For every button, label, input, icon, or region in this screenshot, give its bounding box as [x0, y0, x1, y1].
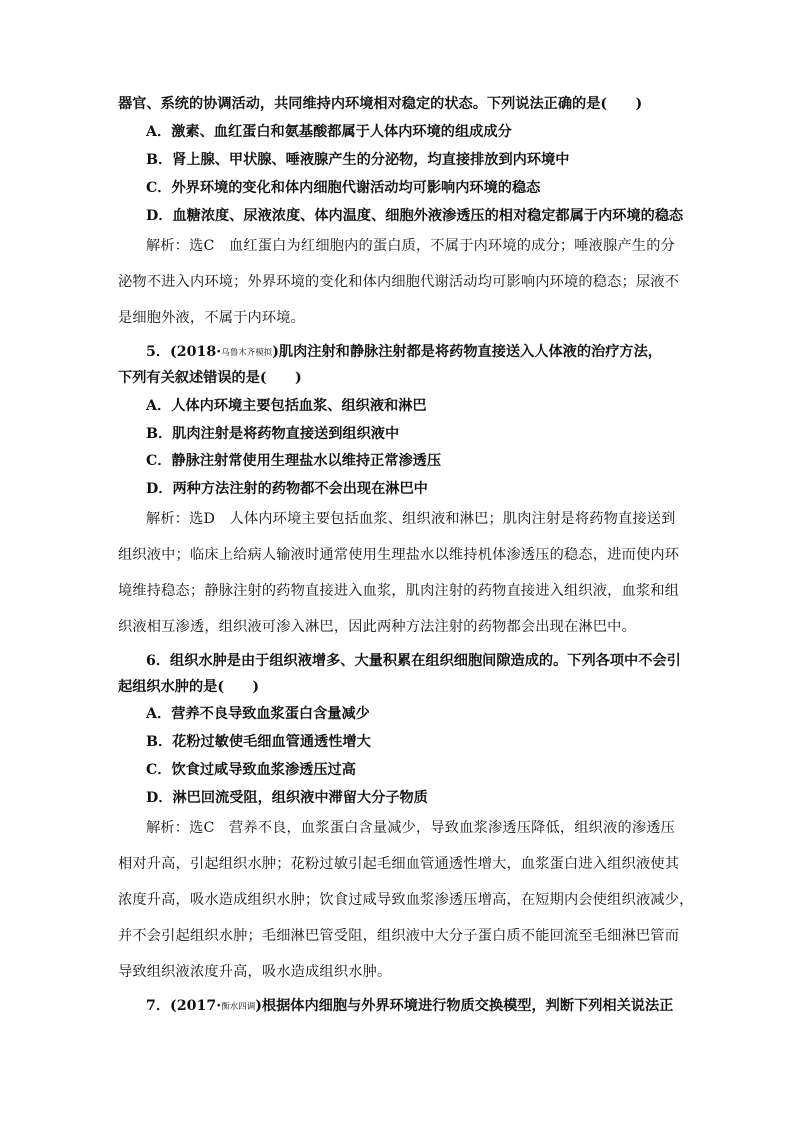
- question-source: 衡水四调: [221, 1002, 256, 1012]
- answer-explanation-line: 泌物不进入内环境；外界环境的变化和体内细胞代谢活动均可影响内环境的稳态；尿液不: [118, 274, 680, 290]
- option-d: D．淋巴回流受阻，组织液中滞留大分子物质: [146, 790, 428, 806]
- answer-explanation-line: 境维持稳态；静脉注射的药物直接进入血浆，肌肉注射的药物直接进入组织液，血浆和组: [118, 583, 680, 599]
- option-c: C．饮食过咸导致血浆渗透压过高: [146, 762, 356, 778]
- option-d: D．血糖浓度、尿液浓度、体内温度、细胞外液渗透压的相对稳定都属于内环境的稳态: [146, 208, 684, 224]
- question-7-stem: [146, 996, 673, 1017]
- answer-explanation-line: 织液相互渗透，组织液可渗入淋巴，因此两种方法注射的药物都会出现在淋巴中。: [118, 619, 636, 635]
- option-a: A．营养不良导致血浆蛋白含量减少: [146, 706, 370, 722]
- option-c: C．外界环境的变化和体内细胞代谢活动均可影响内环境的稳态: [146, 180, 541, 196]
- answer-explanation-line: 组织液中；临床上给病人输液时通常使用生理盐水以维持机体渗透压的稳态，进而使内环: [118, 547, 680, 563]
- question-5-stem-line: 下列有关叙述错误的是( ): [118, 370, 302, 386]
- question-6-stem-line: 起组织水肿的是( ): [118, 679, 260, 695]
- answer-explanation: 解析：选C 营养不良，血浆蛋白含量减少，导致血浆渗透压降低，组织液的渗透压: [146, 820, 676, 836]
- question-text: )根据体内细胞与外界环境进行物质交换模型，判断下列相关说法正: [255, 998, 674, 1014]
- question-4-stem-continuation: 器官、系统的协调活动，共同维持内环境相对稳定的状态。下列说法正确的是( ): [118, 96, 643, 112]
- option-d: D．两种方法注射的药物都不会出现在淋巴中: [146, 481, 428, 497]
- answer-explanation-line: 并不会引起组织水肿；毛细淋巴管受阻，组织液中大分子蛋白质不能回流至毛细淋巴管而: [118, 928, 680, 944]
- question-number: 7．(2017·: [146, 998, 222, 1014]
- answer-explanation: 解析：选D 人体内环境主要包括血浆、组织液和淋巴；肌肉注射是将药物直接送到: [146, 511, 676, 527]
- question-5-stem: [146, 342, 662, 363]
- option-a: A．激素、血红蛋白和氨基酸都属于人体内环境的组成成分: [146, 124, 512, 140]
- question-text: )肌肉注射和静脉注射都是将药物直接送入人体液的治疗方法，: [272, 344, 662, 360]
- option-b: B．花粉过敏使毛细血管通透性增大: [146, 734, 371, 750]
- answer-explanation-line: 浓度升高，吸水造成组织水肿；饮食过咸导致血浆渗透压增高，在短期内会使组织液减少，: [118, 892, 694, 908]
- option-b: B．肾上腺、甲状腺、唾液腺产生的分泌物，均直接排放到内环境中: [146, 152, 570, 168]
- option-a: A．人体内环境主要包括血浆、组织液和淋巴: [146, 398, 427, 414]
- option-c: C．静脉注射常使用生理盐水以维持正常渗透压: [146, 453, 442, 469]
- answer-explanation-line: 导致组织液浓度升高，吸水造成组织水肿。: [118, 964, 392, 980]
- option-b: B．肌肉注射是将药物直接送到组织液中: [146, 426, 400, 442]
- answer-explanation-line: 是细胞外液，不属于内环境。: [118, 310, 306, 326]
- answer-explanation: 解析：选C 血红蛋白为红细胞内的蛋白质，不属于内环境的成分；唾液腺产生的分: [146, 238, 676, 254]
- question-6-stem: 6．组织水肿是由于组织液增多、大量积累在组织细胞间隙造成的。下列各项中不会引: [146, 653, 681, 669]
- question-number: 5．(2018·: [146, 344, 222, 360]
- answer-explanation-line: 相对升高，引起组织水肿；花粉过敏引起毛细血管通透性增大，血浆蛋白进入组织液使其: [118, 856, 680, 872]
- question-source: 乌鲁木齐模拟: [221, 348, 273, 358]
